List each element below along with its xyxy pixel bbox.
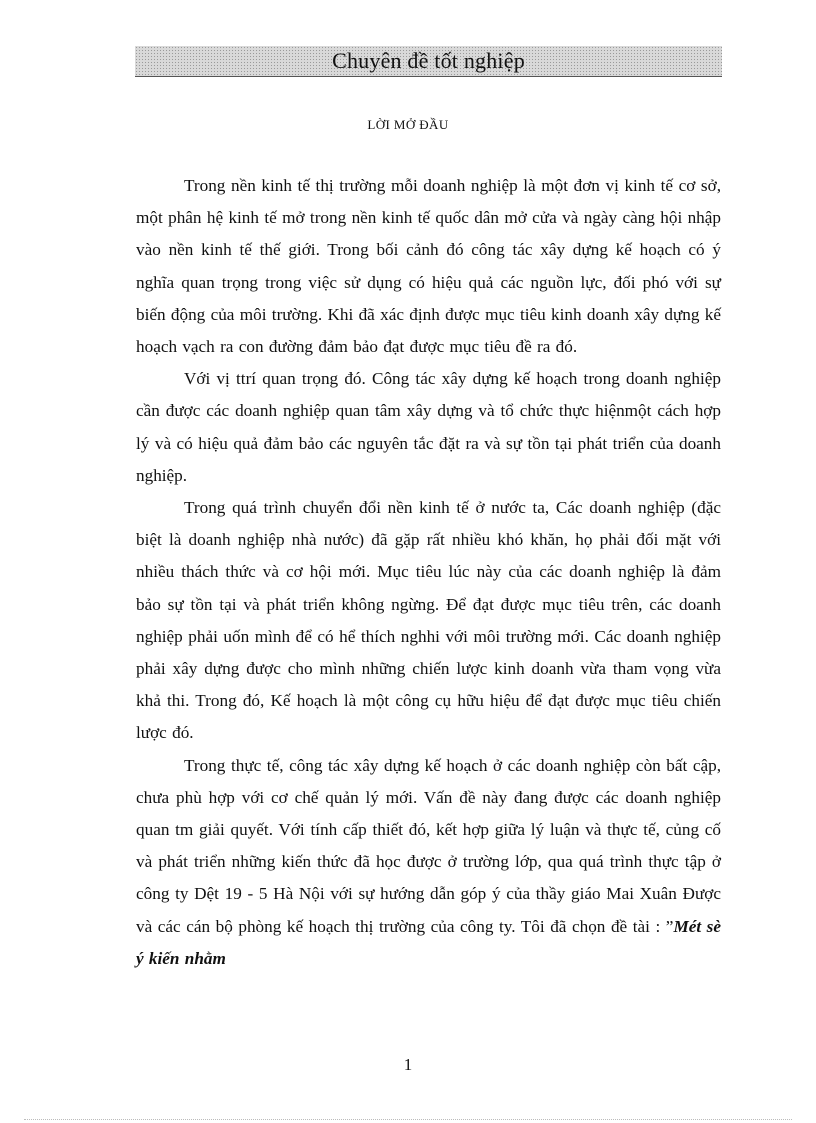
topic-title-emphasis: Mét sè ý kiến nhằm xyxy=(136,916,721,968)
paragraph-4-text: Trong thực tế, công tác xây dựng kế hoạch ở các doanh nghiệp còn bất cập, chưa phù hợp với cơ chế quản lý mới. Vấn đề này đang được các doanh nghiệp quan tm giải quyết. Với tính cấp thiết đó, kết hợp giữa lý luận và thực tế, củng cố và phát triển những kiến thức đã học được ở trường lớp, qua quá trình thực tập ở công ty Dệt 19 - 5 Hà Nội với sự hướng dẫn góp ý của thầy giáo Mai Xuân Được và các cán bộ phòng kế hoạch thị trường của công ty. Tôi đã chọn đề tài : ” xyxy=(136,755,721,936)
paragraph-1: Trong nền kinh tế thị trường mỗi doanh nghiệp là một đơn vị kinh tế cơ sở, một phân hệ kinh tế mở trong nền kinh tế quốc dân mở cửa và ngày càng hội nhập vào nền kinh tế thế giới. Trong bối cảnh đó công tác xây dựng kế hoạch có ý nghĩa quan trọng trong việc sử dụng có hiệu quả các nguồn lực, đối phó với sự biến động của môi trường. Khi đã xác định được mục tiêu kinh doanh xây dựng kế hoạch vạch ra con đường đảm bảo đạt được mục tiêu đề ra đó. xyxy=(136,176,721,357)
page-number: 1 xyxy=(403,1055,413,1074)
section-title: LỜI MỞ ĐẦU xyxy=(367,117,449,132)
document-body xyxy=(136,170,721,975)
paragraph-2: Với vị ttrí quan trọng đó. Công tác xây dựng kế hoạch trong doanh nghiệp cần được các doanh nghiệp quan tâm xây dựng và tổ chức thực hiệnmột cách hợp lý và có hiệu quả đảm bảo các nguyên tắc đặt ra và sự tồn tại phát triển của doanh nghiệp. xyxy=(136,369,721,485)
page-header xyxy=(135,46,722,77)
paragraph-3: Trong quá trình chuyển đổi nền kinh tế ở nước ta, Các doanh nghiệp (đặc biệt là doanh nghiệp nhà nước) đã gặp rất nhiều khó khăn, họ phải đối mặt với nhiều thách thức và cơ hội mới. Mục tiêu lúc này của các doanh nghiệp là đảm bảo sự tồn tại và phát triển không ngừng. Để đạt được mục tiêu trên, các doanh nghiệp phải uốn mình để có hể thích nghhi với môi trường mới. Các doanh nghiệp phải xây dựng được cho mình những chiến lược kinh doanh vừa tham vọng vừa khả thi. Trong đó, Kế hoạch là một công cụ hữu hiệu để đạt được mục tiêu chiến lược đó. xyxy=(136,498,721,743)
page-bottom-border xyxy=(24,1119,792,1120)
paragraph-4 xyxy=(136,750,721,975)
header-title: Chuyên đề tốt nghiệp xyxy=(332,48,525,73)
